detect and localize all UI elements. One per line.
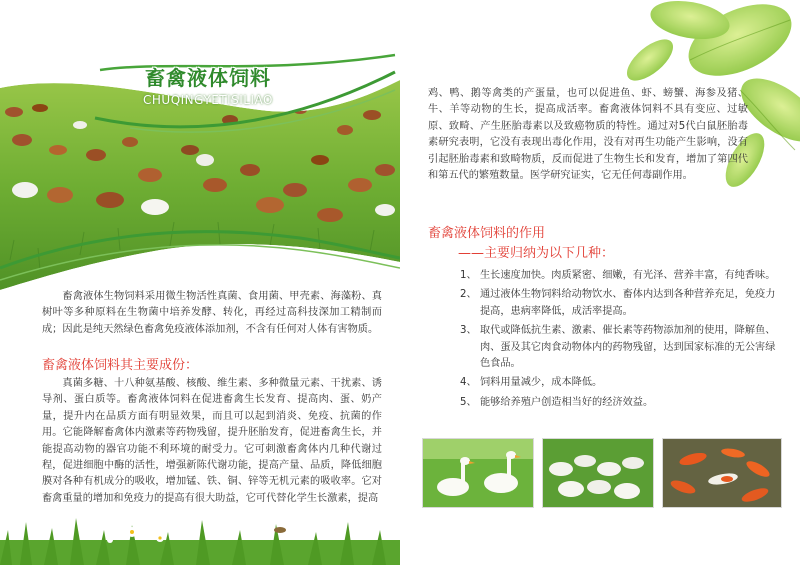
effect-item (460, 268, 780, 284)
effect-text: 能够给养殖户创造相当好的经济效益。 (480, 396, 654, 408)
right-page (400, 0, 800, 565)
effect-item (460, 395, 780, 411)
effect-item (460, 375, 780, 391)
title-pinyin: CHUQINGYETISILIAO (143, 93, 273, 107)
grass-flowers-decoration (0, 500, 400, 565)
brand-title (108, 62, 308, 107)
geese-photo (422, 438, 534, 508)
ducks-photo (542, 438, 654, 508)
effect-text: 生长速度加快。肉质紧密、细嫩，有光泽、营养丰富，有纯香味。 (480, 270, 776, 281)
effects-list (460, 268, 780, 414)
effect-text: 取代或降低抗生素、激素、催长素等药物添加剂的使用，降解鱼、肉、蛋及其它肉食动物体内的药物残留，达到国家标准的无公害绿色食品。 (480, 325, 776, 370)
ingredients-heading: 畜禽液体饲料其主要成份： (42, 358, 199, 373)
effects-subheading: ——主要归纳为以下几种： (458, 246, 615, 261)
continued-paragraph: 鸡、鸭、鹅等禽类的产蛋量，也可以促进鱼、虾、螃蟹、海参及猪、牛、羊等动物的生长，提高成活率。畜禽液体饲料不具有变应、过敏原、致畸、产生胚胎毒素以及致癌物质的特性。通过对5代白鼠胚胎毒素研究表明，它没有表现出毒化作用，没有对再生功能产生影响，没有引起胚胎毒素和致畸物质，反而促进了生物生长和发育，增加了第四代和第五代的繁殖数量。医学研究证实，它无任何毒副作用。 (428, 88, 748, 182)
effect-number: 2、 (460, 289, 477, 301)
effect-text: 通过液体生物饲料给动物饮水、畜体内达到各种营养充足，免疫力提高，患病率降低，成活率提高。 (480, 289, 776, 317)
intro-paragraph: 畜禽液体生物饲料采用微生物活性真菌、食用菌、甲壳素、海藻粉、真树叶等多种原料在生物菌中培养发酵、转化，再经过高科技深加工精制而成；因此是纯天然绿色畜禽免疫液体添加剂，不含有任何对人体有害物质。 (42, 291, 382, 335)
effect-number: 1、 (460, 270, 477, 281)
koi-fish-photo (662, 438, 782, 508)
effect-number: 5、 (460, 396, 477, 408)
effect-item (460, 287, 780, 320)
effect-text: 饲料用量减少，成本降低。 (480, 377, 603, 389)
title-chinese: 畜禽液体饲料 (145, 66, 271, 90)
effect-number: 3、 (460, 325, 477, 337)
effect-number: 4、 (460, 377, 477, 389)
effects-heading: 畜禽液体饲料的作用 (428, 226, 546, 241)
effect-item (460, 323, 780, 372)
ingredients-paragraph: 真菌多糖、十八种氨基酸、核酸、维生素、多种微量元素、干扰素、诱导剂、蛋白质等。畜禽液体饲料在促进畜禽生长发育、提高肉、蛋、奶产量，提升内在品质方面有明显效果，而且可以起到消炎、免疫、抗菌的作用。它能降解畜禽体内激素等药物残留，提升胚胎发育，促进畜禽生长，并能提高动物的器官功能不利环境的耐受力。它可刺激畜禽体内几种代谢过程，促进细胞中酶的活性，增强新陈代谢功能，提高产量、品质，降低细胞膜对各种有机成分的吸收，增加锰、铁、铜、锌等无机元素的吸收率。它对畜禽重量的增加和免疫力的提高有很大助益，它可代替化学生长激素，提高 (42, 378, 382, 504)
